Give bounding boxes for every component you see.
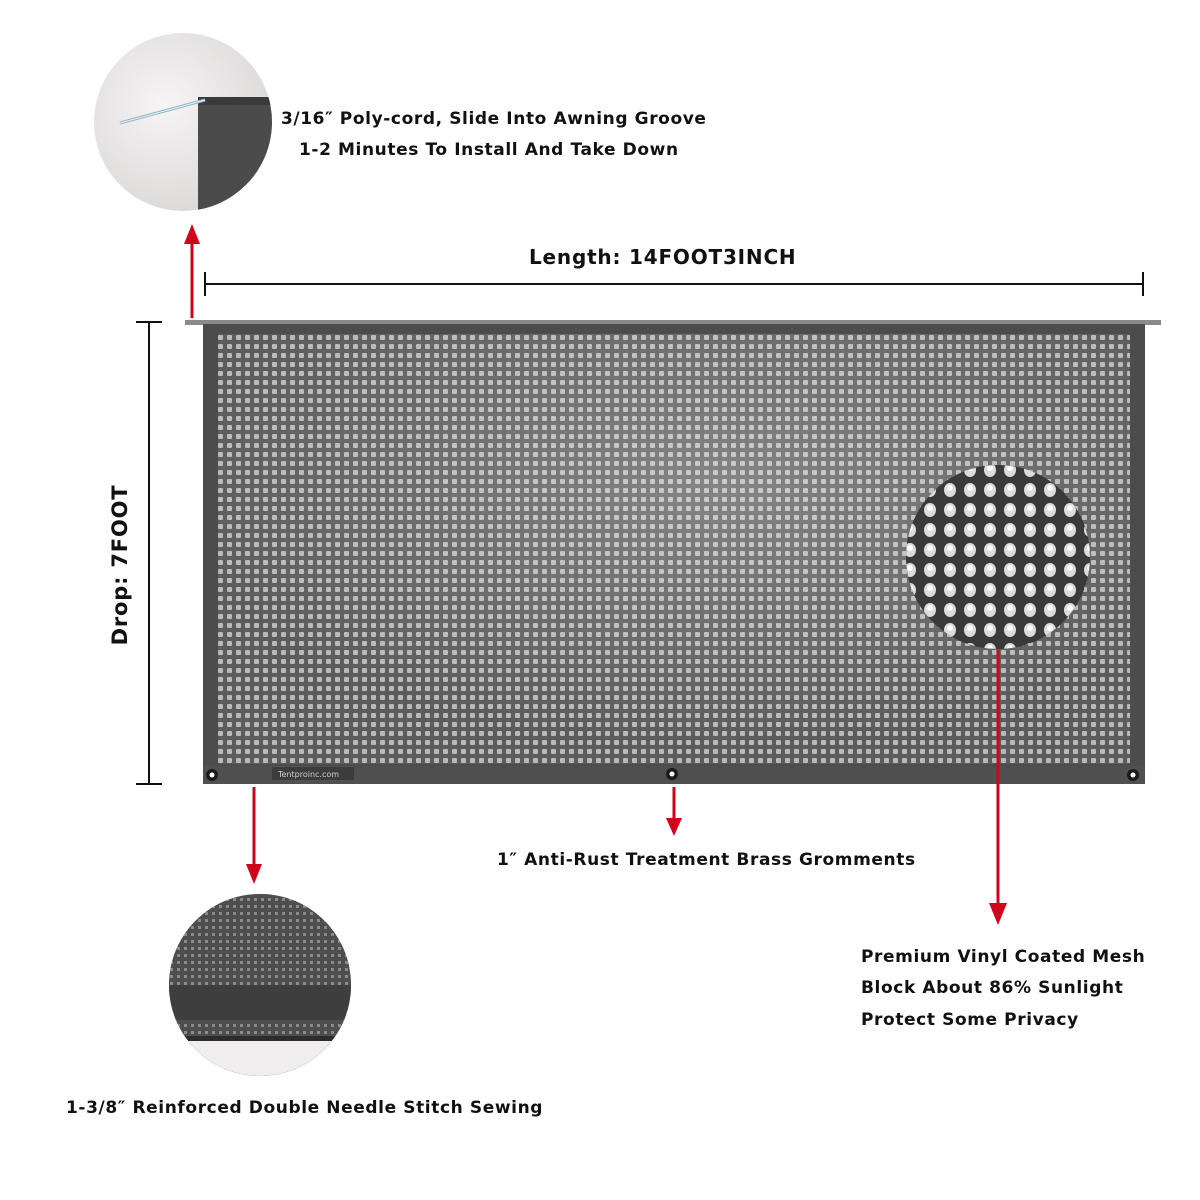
install-time-caption: 1-2 Minutes To Install And Take Down: [299, 140, 679, 160]
mesh-caption-line1: Premium Vinyl Coated Mesh: [861, 947, 1146, 967]
length-dimension-line: [205, 272, 1143, 296]
grommet-right: [1127, 769, 1139, 781]
poly-cord-arrow: [184, 224, 200, 318]
drop-label: Drop: 7FOOT: [108, 484, 132, 646]
stitch-arrow: [246, 787, 262, 884]
stitch-detail-image: [165, 890, 355, 1080]
brand-label: [272, 767, 354, 780]
grommet-center: [666, 768, 678, 780]
mesh-caption-line3: Protect Some Privacy: [861, 1010, 1079, 1030]
stitch-caption: 1-3/8″ Reinforced Double Needle Stitch Sewing: [66, 1098, 544, 1118]
length-label: Length: 14FOOT3INCH: [529, 245, 797, 269]
grommets-caption: 1″ Anti-Rust Treatment Brass Gromments: [497, 850, 916, 870]
svg-text:Tentproinc.com: Tentproinc.com: [278, 770, 340, 779]
grommet-left: [206, 769, 218, 781]
poly-cord-caption: 3/16″ Poly-cord, Slide Into Awning Groove: [281, 109, 707, 129]
grommet-arrow: [666, 787, 682, 836]
poly-cord-detail-image: [94, 33, 278, 217]
mesh-caption-line2: Block About 86% Sunlight: [861, 978, 1124, 998]
drop-dimension-line: [136, 322, 162, 784]
